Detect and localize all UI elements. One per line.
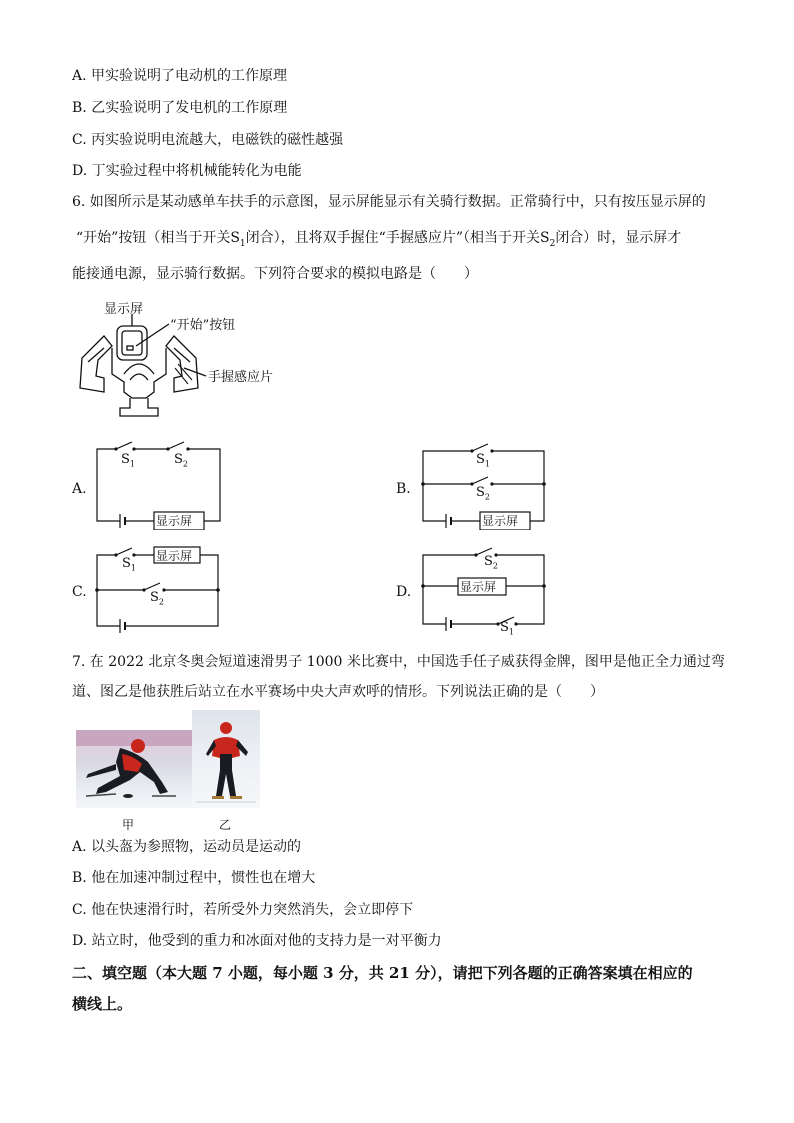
circuit-b [418,440,553,530]
q7-stem-line1: 7. 在 2022 北京冬奥会短道速滑男子 1000 米比赛中，中国选手任子威获得金牌，图甲是他正全力通过弯 [72,654,725,670]
q7-option-b: B. 他在加速冲制过程中，惯性也在增大 [72,870,316,886]
circuit-d-screen: 显示屏 [460,580,497,594]
q6-option-c-label: C. [72,584,87,600]
circuit-c-s1: $S_1$ [122,556,136,573]
circuit-b-screen: 显示屏 [482,514,519,528]
circuit-b-s1: $S_1$ [476,452,490,469]
button-label: “开始”按钮 [170,318,236,333]
q5-option-b: B. 乙实验说明了发电机的工作原理 [72,100,288,116]
circuit-d [418,544,553,636]
skater-celebrating-image [192,710,260,808]
q6-stem-line3: 能接通电源，显示骑行数据。下列符合要求的模拟电路是（ ） [72,266,478,282]
circuit-c-s2: $S_2$ [150,590,164,607]
q5-option-d: D. 丁实验过程中将机械能转化为电能 [72,163,302,179]
circuit-a-screen: 显示屏 [156,514,193,528]
q6-stem-line2-b: 闭合），且将双手握住“手握感应片”（相当于开关 [245,230,540,246]
q6-stem-line2-a: “开始”按钮（相当于开关 [76,230,231,246]
circuit-b-s2: $S_2$ [476,485,490,502]
handlebar-figure [74,296,294,428]
q6-option-b-label: B. [396,481,411,497]
q6-stem-line2 [76,229,681,253]
circuit-c-screen: 显示屏 [156,549,193,563]
photo-jia [76,730,192,808]
circuit-a-s1: $S_1$ [121,452,135,469]
section2-heading-line2: 横线上。 [72,995,133,1013]
q5-option-c: C. 丙实验说明电流越大，电磁铁的磁性越强 [72,132,344,148]
caption-yi: 乙 [219,818,232,832]
switch-s2-inline: $S_2$ [539,230,556,249]
circuit-a-s2: $S_2$ [174,452,188,469]
q6-stem-line1: 6. 如图所示是某动感单车扶手的示意图，显示屏能显示有关骑行数据。正常骑行中，只有按压显示屏的 [72,194,706,210]
q5-option-a: A. 甲实验说明了电动机的工作原理 [72,68,288,84]
sensor-label: 手握感应片 [208,370,274,385]
circuit-c [92,544,227,636]
q7-option-d: D. 站立时，他受到的重力和冰面对他的支持力是一对平衡力 [72,933,442,949]
q7-option-c: C. 他在快速滑行时，若所受外力突然消失，会立即停下 [72,902,414,918]
circuit-d-s2: $S_2$ [484,554,498,571]
q7-option-a: A. 以头盔为参照物，运动员是运动的 [72,839,302,855]
photo-yi [192,710,260,808]
screen-label: 显示屏 [104,302,144,317]
q6-option-a-label: A. [72,481,87,497]
circuit-a [92,440,227,530]
switch-s1-inline: $S_1$ [230,230,246,249]
q6-stem-line2-c: 闭合）时，显示屏才 [555,230,682,246]
caption-jia: 甲 [122,818,135,832]
q6-option-d-label: D. [396,584,412,600]
skater-cornering-image [76,730,192,808]
section2-heading-line1: 二、填空题（本大题 7 小题，每小题 3 分，共 21 分），请把下列各题的正确答案填在相应的 [72,964,693,982]
q7-stem-line2: 道、图乙是他获胜后站立在水平赛场中央大声欢呼的情形。下列说法正确的是（ ） [72,684,604,700]
circuit-d-s1: $S_1$ [500,620,514,637]
